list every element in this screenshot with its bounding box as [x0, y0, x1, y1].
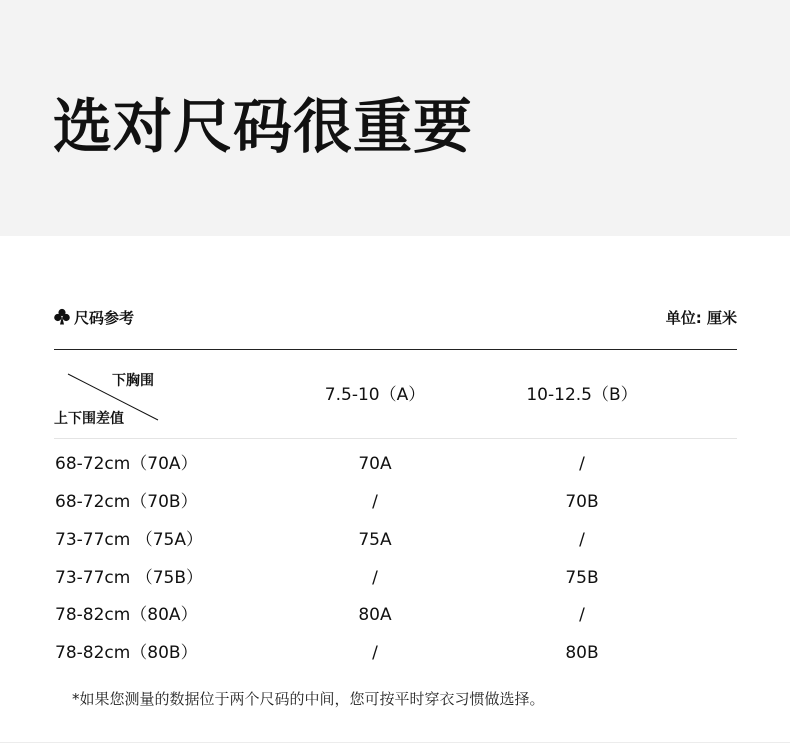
- table-row: [0, 525, 790, 555]
- table-row: [0, 600, 790, 630]
- cell-b: /: [579, 605, 585, 625]
- table-row: [0, 563, 790, 593]
- cell-a: 70A: [358, 454, 392, 474]
- footnote: *如果您测量的数据位于两个尺码的中间，您可按平时穿衣习惯做选择。: [72, 690, 545, 708]
- cell-a: 80A: [358, 605, 392, 625]
- row-label: 73-77cm （75B）: [55, 568, 204, 588]
- table-row: [0, 449, 790, 479]
- table-row: [0, 487, 790, 517]
- section-header: [54, 306, 737, 330]
- cell-b: /: [579, 530, 585, 550]
- corner-label-underbust: 下胸围: [112, 373, 154, 389]
- cell-a: 75A: [358, 530, 392, 550]
- section-title-group: [54, 306, 134, 330]
- cell-b: /: [579, 454, 585, 474]
- cell-a: /: [372, 568, 378, 588]
- bottom-divider: [0, 742, 790, 743]
- table-row: [0, 638, 790, 668]
- row-label: 78-82cm（80B）: [55, 643, 198, 663]
- unit-label: 单位: 厘米: [665, 309, 737, 327]
- row-label: 78-82cm（80A）: [55, 605, 198, 625]
- table-header-rule: [54, 438, 737, 439]
- table-top-rule: [54, 349, 737, 350]
- table-corner-header: [54, 362, 164, 432]
- cell-b: 80B: [565, 643, 599, 663]
- page-title: 选对尺码很重要: [53, 92, 474, 161]
- club-icon: [54, 308, 70, 326]
- hero-banner: [0, 0, 790, 236]
- corner-label-difference: 上下围差值: [54, 411, 124, 427]
- row-label: 68-72cm（70B）: [55, 492, 198, 512]
- section-title: 尺码参考: [74, 309, 135, 327]
- cell-a: /: [372, 643, 378, 663]
- row-label: 73-77cm （75A）: [55, 530, 203, 550]
- cell-b: 70B: [565, 492, 599, 512]
- cell-a: /: [372, 492, 378, 512]
- column-header-b: 10-12.5（B）: [526, 385, 638, 405]
- row-label: 68-72cm（70A）: [55, 454, 198, 474]
- cell-b: 75B: [565, 568, 599, 588]
- column-header-a: 7.5-10（A）: [324, 385, 426, 405]
